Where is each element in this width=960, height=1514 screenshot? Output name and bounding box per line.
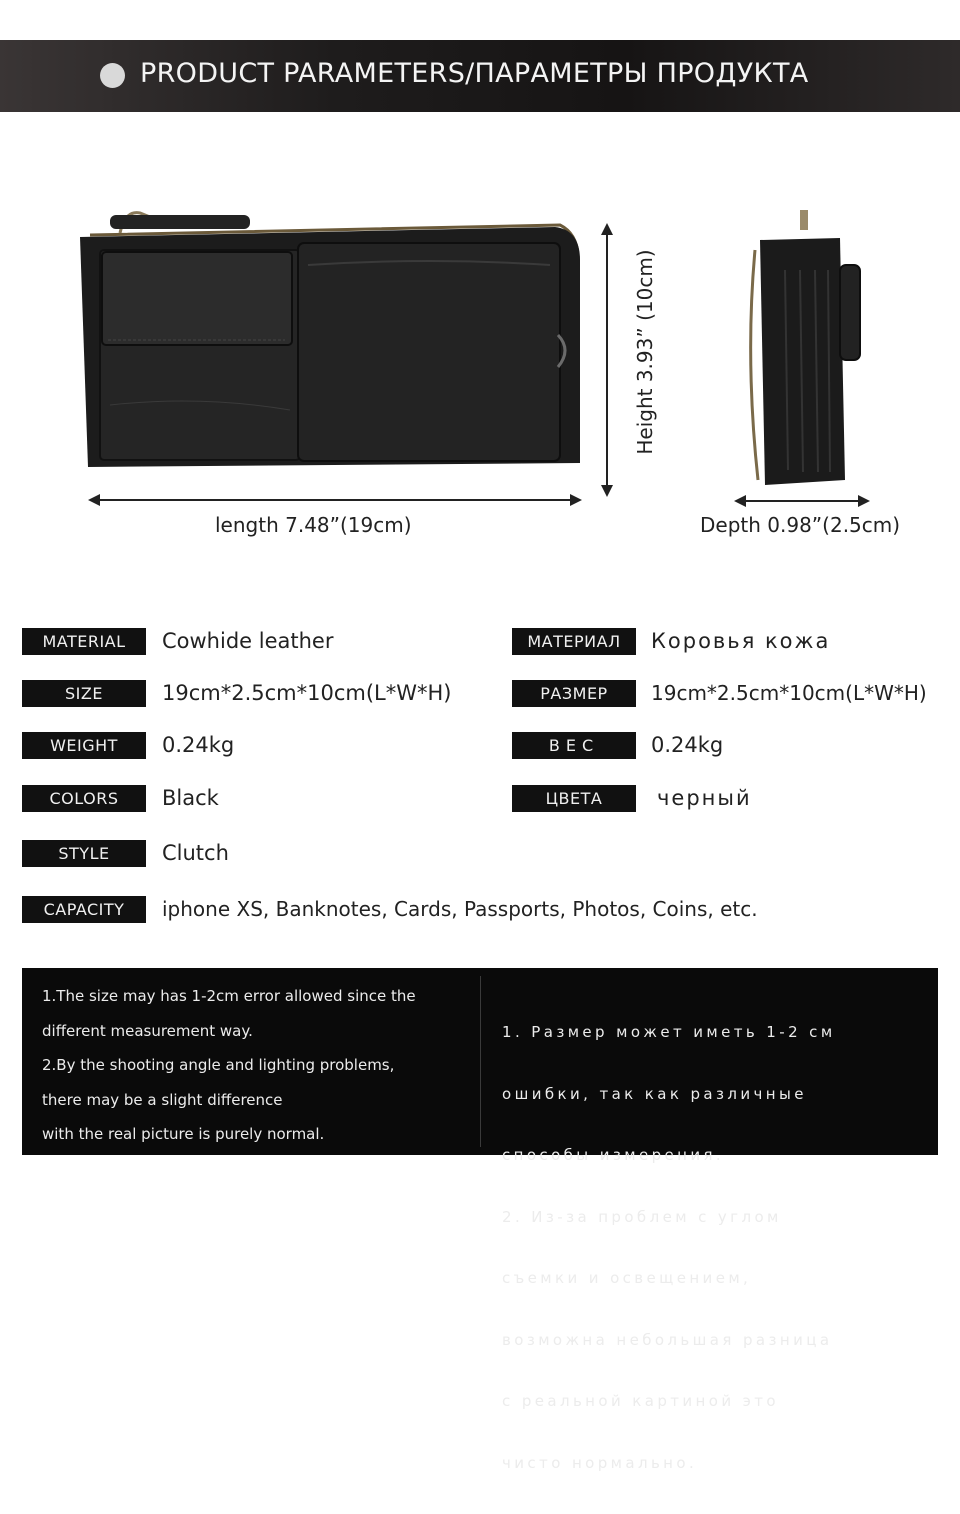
- notes-divider: [480, 976, 481, 1147]
- header-banner: [0, 40, 960, 112]
- wallet-side-image: [740, 210, 865, 490]
- note-en-line: with the real picture is purely normal.: [42, 1125, 325, 1143]
- height-label: Height 3.93” (10cm): [633, 249, 657, 455]
- note-ru-line: 2. Из-за проблем с углом: [502, 1207, 782, 1226]
- height-arrow: [606, 230, 608, 492]
- depth-arrow-left-head-icon: [734, 495, 746, 507]
- spec-label-style: STYLE: [22, 840, 146, 867]
- depth-arrow: [740, 500, 864, 502]
- spec-label-material: MATERIAL: [22, 628, 146, 655]
- notes-english: [42, 979, 474, 1152]
- note-ru-line: 1. Размер может иметь 1-2 см: [502, 1023, 836, 1041]
- spec-value-style: Clutch: [162, 841, 229, 865]
- spec-value-weight: 0.24kg: [162, 733, 235, 757]
- spec-value-size-ru: 19cm*2.5cm*10cm(L*W*H): [651, 681, 927, 705]
- spec-value-weight-ru: 0.24kg: [651, 733, 724, 757]
- spec-value-material-ru: Коровья кожа: [651, 629, 831, 653]
- note-ru-line: чисто нормально.: [502, 1453, 698, 1472]
- spec-label-weight: WEIGHT: [22, 732, 146, 759]
- spec-label-colors-ru: ЦВЕТА: [512, 785, 636, 812]
- spec-label-size: SIZE: [22, 680, 146, 707]
- notes-russian: [502, 981, 922, 1514]
- note-ru-line: съемки и освещением,: [502, 1269, 752, 1287]
- note-en-line: different measurement way.: [42, 1021, 253, 1040]
- depth-arrow-right-head-icon: [858, 495, 870, 507]
- spec-label-size-ru: РАЗМЕР: [512, 680, 636, 707]
- spec-value-colors-ru: черный: [657, 786, 752, 810]
- spec-value-size: 19cm*2.5cm*10cm(L*W*H): [162, 681, 452, 705]
- spec-value-capacity: iphone XS, Banknotes, Cards, Passports, Photos, Coins, etc.: [162, 897, 758, 921]
- wallet-front-image: [80, 205, 585, 470]
- spec-label-weight-ru: ВЕС: [512, 732, 636, 759]
- spec-value-colors: Black: [162, 786, 219, 810]
- length-arrow: [95, 499, 575, 501]
- depth-label: Depth 0.98”(2.5cm): [700, 513, 901, 537]
- note-en-line: 2.By the shooting angle and lighting problems,: [42, 1056, 395, 1074]
- bullet-dot-icon: [100, 63, 125, 88]
- note-ru-line: возможна небольшая разница: [502, 1330, 833, 1349]
- note-en-line: 1.The size may has 1-2cm error allowed since the: [42, 987, 416, 1005]
- spec-label-capacity: CAPACITY: [22, 896, 146, 923]
- spec-label-colors: COLORS: [22, 785, 146, 812]
- height-arrow-top-head-icon: [601, 223, 613, 235]
- notes-box: [22, 968, 938, 1472]
- note-ru-line: с реальной картиной это: [502, 1392, 779, 1410]
- height-arrow-bottom-head-icon: [601, 485, 613, 497]
- spec-label-material-ru: МАТЕРИАЛ: [512, 628, 636, 655]
- length-arrow-left-head-icon: [88, 494, 100, 506]
- note-ru-line: способы измерения.: [502, 1146, 725, 1164]
- page-title: PRODUCT PARAMETERS/ПАРАМЕТРЫ ПРОДУКТА: [140, 58, 809, 89]
- length-arrow-right-head-icon: [570, 494, 582, 506]
- note-ru-line: ошибки, так как различные: [502, 1084, 807, 1103]
- spec-value-material: Cowhide leather: [162, 629, 334, 653]
- note-en-line: there may be a slight difference: [42, 1090, 283, 1109]
- length-label: length 7.48”(19cm): [215, 513, 412, 537]
